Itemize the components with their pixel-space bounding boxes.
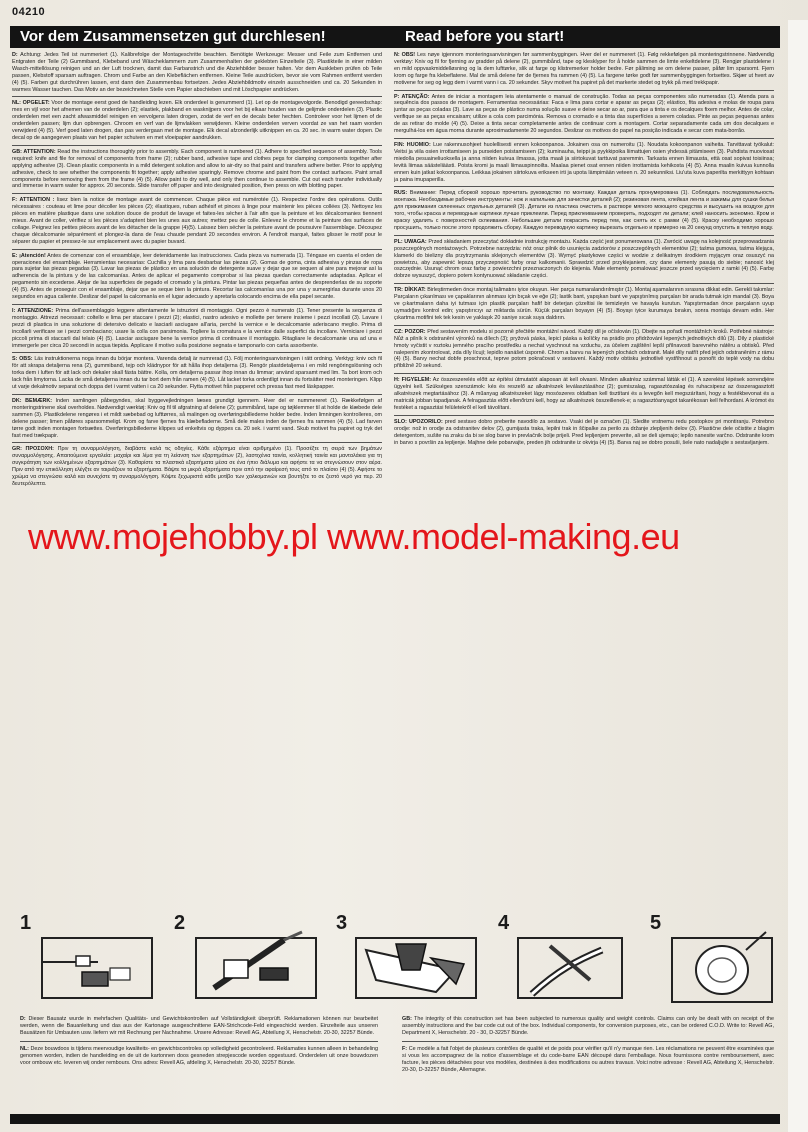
language-paragraph bbox=[12, 100, 382, 141]
language-code: I: ATTENZIONE: bbox=[12, 308, 54, 314]
language-code: NL: bbox=[20, 1046, 29, 1052]
bottom-right-notes bbox=[402, 1016, 774, 1112]
language-paragraph bbox=[12, 356, 382, 391]
knife-file-icon bbox=[174, 910, 324, 1010]
paragraph-text: Read the instructions thoroughly prior to assembly. Each component is numbered (1). Adhere to specified sequence of assembly. Tools required: knife and file for removal of components from frame (2); rubber band, adhesive tape and clothes pegs for clamping components together after applying adhesive (3). Clean plastic components in a mild detergent solution and allow to air-dry so that paint and transfers adhere better. Prior to applying adhesive, check to see whether the components fit together; apply adhesive sparingly. Remove chrome and paint from the contact surfaces. Paint small components before removing them from the frame (4) (5). Allow paint to dry well, and only then continue to assemble. Cut out each transfer individually and immerse in warm water for approx. 20 seconds. Slide transfer off paper and into designated position, then press on with blotting paper. bbox=[12, 148, 382, 190]
language-code: GR: ΠΡΟΣΟΧΗ: bbox=[12, 446, 54, 453]
language-code: D: bbox=[12, 52, 18, 58]
paragraph-text: Voor de montage eerst goed de handleiding lezen. Elk onderdeel is genummerd (1). Let op de montagevolgorde. Benodigd gereedschap: mes en vijl voor het afnemen van de onderdelen (2); elastiek, plakband en wasknijpers voor het bij elkaar houden van de gelijmde onderdelen (3). Plastic onderdelen met een zacht afwasmiddel reinigen en vervolgens laten drogen, zodat de verf en de decals beter hechten. Controleer voor het lijmen of de onderdelen passen; lijm dun opbrengen. Chroom en verf van de lijmvlakken verwijderen. Kleine onderdelen verven voordat ze van het raam worden verwijderd (4) (5). Verf goed laten drogen, dan pas verdergaan met de montage. Elk decal afzonderlijk uitknippen en ca. 20 sec. in warm water dopen. De decal op de aangegeven plaats van het papier schuiven en met vloeipapier aandrukken. bbox=[12, 100, 382, 141]
section-divider bbox=[12, 442, 382, 443]
language-paragraph bbox=[12, 253, 382, 301]
section-divider bbox=[394, 415, 774, 416]
step-number: 2 bbox=[174, 912, 186, 934]
document-number: 04210 bbox=[12, 6, 46, 18]
paragraph-text: Před sestavením modelu si pozorně přečtěte montážní návod. Každý díl je očíslován (1). Dbejte na pořadí montážních kroků. Potřebné nástroje: Nůž a pilník k odstranění výronků na dílech (3); pryžová páska, lepicí páska a kolíčky na prádlo pro přidržování lepených jednotlivých dílů (3). Díly z plastické hmoty vyčistit v roztoku jemného pracího prostředku a nechat vyschnout na vzduchu, za účelem zajištění lepší přilnavosti barevného nátěru a obtisků. Před nalepením zkontrolovat, zda díly lícují; lepidlo nanášet úsporně. Chrom a barvu na lepených plochách odstranit. Malé díly natřít před jejich odstraněním z rámu (4) (5). Barvy nechat dobře proschnout, teprve potom pokračovat v sestavení. Každý motiv obtisku jednotlivě vystřihnout a ponořit do teplé vody na dobu přibližně 20 sekund. bbox=[394, 328, 774, 370]
language-paragraph bbox=[394, 377, 774, 412]
language-paragraph bbox=[402, 1016, 774, 1037]
language-code: H: FIGYELEM: bbox=[394, 377, 432, 384]
section-divider bbox=[394, 186, 774, 187]
language-code: TR: DİKKAT: bbox=[394, 287, 426, 294]
language-code: S: OBS: bbox=[12, 356, 33, 363]
language-code: FIN: HUOMIO: bbox=[394, 141, 431, 148]
language-code: P: ATENÇÃO: bbox=[394, 93, 430, 100]
steps-illustrations bbox=[20, 910, 780, 1010]
language-paragraph bbox=[12, 308, 382, 349]
language-paragraph bbox=[394, 94, 774, 135]
language-code: N: OBS! bbox=[394, 52, 416, 58]
paragraph-text: Ce modèle a fait l'objet de plusieurs contrôles de qualité et de poids pour vérifier qu'il n'y manque rien. Les réclamations ne peuvent être examinées que si vous les accompagnez de la notice d'assemblage et du code-barre EAN découpé dans l'emballage. Nous fournissons contre remboursement, avec facture, les pièces détachées pour vos modèles, destinées à des modifications ou autres travaux. Voici notre adresse : Revell AG, Abteilung X, Henschelstr. 20-30, D-32257 Bünde, Allemagne. bbox=[402, 1046, 774, 1073]
footer-bar bbox=[10, 1114, 780, 1124]
language-paragraph bbox=[12, 149, 382, 190]
paragraph-text: Внимание: Перед сборкой хорошо прочитать руководство по монтажу. Каждая деталь пронумерована (1). Соблюдать последовательность монтажа. Необходимые рабочие инструменты: нож и напильник для зачистки деталей (2); резиновая лента, клейкая лента и зажимы для сушки белья для прижимания склеенных отдельных деталей (3). Детали из пластика очистить в растворе мягкого моющего средства и высушить на воздухе для того, чтобы краска и переводные картинки лучше приклеили. Перед приклеиванием проверить, подходят ли детали; клей наносить экономно. Кром и краску удалить с поверхностей склеивания. Небольшие детали покрасить перед тем, как снять их с рамки (4) (5). Краску необходимо хорошо просушить, только после этого продолжить сборку. Каждую переводную картинку вырезать отдельно и примерно на 20 секунд опустить в теплую воду. bbox=[394, 190, 774, 231]
step-4 bbox=[498, 910, 638, 1010]
language-paragraph bbox=[402, 1046, 774, 1074]
paragraph-text: Läs instruktionerna noga innan du börjar montera. Varenda detalj är numrerad (1). Följ monteringsanvisningen i rätt ordning. Verktyg: kniv och fil för att skrapa detaljerna rena (2), gummiband, tejp och klädnypor för att hålla ihop detaljerna (3). Rengör plastdetaljerna i en mild rengöringslösning och torka dem i luften för att lack och dekaler skall fästa bättre. Kolla, om detaljerna passar ihop innan du limmar; använd sparsamt med lim. Ta bort krom och lack från limytorna. Lacka de små detaljerna innan du tar bort dem från ramen (4) (5). Låt lacket torka ordentligt innan du fortsätter med monteringen. Klipp ut varje dekalmotiv separat och doppa det i varmt vatten i ca 20 sekunder. Flytta motivet från papperet och pressa fast med läskpapper. bbox=[12, 356, 382, 391]
language-code: CZ: POZOR: bbox=[394, 328, 426, 335]
paragraph-text: Antes de comenzar con el ensamblaje, leer detenidamente las instrucciones. Cada pieza va numerada (1). Téngase en cuenta el orden de operaciones del ensamblaje. Herramientas necesarias: Cuchilla y lima para desbarbar las piezas (2). Gomas de goma, cinta adhesiva y pinzas de ropa para sujetar las piezas pegadas (3). Lavar las piezas de plástico en una solución de detergente suave y dejar que se sequen al aire para mejorar así la adherencia de la pintura y de las calcomanías. Antes de aplicar el pegamento comprobar si las piezas quedan correctamente adaptadas. Aplicar el pegamento sin excederse. Alejar de las superficies de pegado el cromado y la pintura. Pintar las piezas pequeñas antes de desprenderlas de su soporte (4) (5). Antes de proseguir con el ensamblaje, dejar que se seque bien la pintura. Recortar las calcomanías una por una y sumergirlas durante unos 20 segundos en agua caliente. Deslizar del papel la calcomanía en el lugar adecuado y apretarla colocando encima de ella papel secante. bbox=[12, 252, 382, 301]
watermark: www.mojehobby.pl www.model-making.eu bbox=[28, 516, 680, 557]
paragraph-text: lisez bien la notice de montage avant de commencer. Chaque pièce est numérotée (1). Respectez l'ordre des opérations. Outils nécessaires : couteau et lime pour décoller les pièces (2); élastiques, ruban adhésif et pinces à linge pour maintenir les pièces collées (3). Nettoyez les pièces en matière plastique dans une solution douce de produit de lavage et faites-les sécher à l'air afin que la peinture et les décalcomanies tiennent mieux. Avant de coller, vérifiez si les pièces s'adaptent bien les unes aux autres; mettez peu de colle. Enlevez le chrome et la peinture des surfaces de collage. Peignez les petites pièces avant de les détacher de la grappe (4)(5). Laissez bien sécher la peinture avant de poursuivre l'assemblage. Découpez chaque décalcomanie séparément et plongez-la dans de l'eau chaude pendant 20 secondes environ. A l'endroit marqué, faites glisser le motif pour le séparer du papier et pressez-le sur emplacement avec du papier buvard. bbox=[12, 197, 382, 245]
paragraph-text: Lue rakennusohjeet huolellisesti ennen kokoonpanoa. Jokainen osa on numeroitu (1). Noudata kokoonpanon vaiheita. Tarvittavat työkalut: Veitsi ja viila osien irrottamiseen ja purseiden poistamiseen (2); kuminauha, teippi ja pyykkipoika liimattujen osien yhdessä pitämiseen (3). Puhdista muoviosat miedolla pesuaineliuoksella ja anna niiden kuivua ilmassa, jotta maali ja siirtokuvat tarttuvat paremmin. Tarkasta ennen liimausta, että osat sopivat toisiinsa; levitä liimaa säästeliäästi. Poista kromi ja maali liimauspinnoilta. Maalaa pienet osat ennen niiden irrottamista kehikosta (4) (5). Anna maalin kuivua kunnolla ennen kuin jatkat kokoonpanoa. Leikkaa jokainen siirtokuva erikseen irti ja upota lämpimään veteen n. 20 sekunniksi. Liu'uta kuva paperilta merkittyyn kohtaan ja paina imupaperilla. bbox=[394, 141, 774, 183]
language-paragraph bbox=[12, 398, 382, 439]
paragraph-text: Antes de iniciar a montagem leia atentamente o manual de construção. Todas as peças componentes são numeradas (1). Atenda para a sequência dos passos de montagem. Ferramentas necessárias: Faca e lima para cortar e aparar as peças (2); elástico, fita adesiva e molas de roupa para juntar as peças coladas (3). Lave as peças de plástico numa solução suave e deixe secar ao ar, para que a tinta e os decalques fixem melhor. Antes de colar, verifique se as peças encaixam; utilize a cola com parcimónia. Remova o cromado e a tinta das superfícies a serem coladas. Pinte as peças pequenas antes de as retirar do molde (4) (5). Deixe a tinta secar completamente antes de continuar com a montagem. Cortar separadamente cada um dos decalques e mergulhá-los em água morna durante aproximadamente 20 segundos. Deslizar os motivos do papel na posição indicada e secar com mata-borrão. bbox=[394, 93, 774, 135]
decal-water-icon bbox=[650, 910, 780, 1010]
paragraph-text: Przed składaniem przeczytać dokładnie instrukcję montażu. Każda część jest ponumerowana (1). Zwrócić uwagę na kolejność przeprowadzania poszczególnych montażowych. Potrzebne narzędzia: nóż oraz pilnik do usunięcia zadziorów z poszczególnych elementów (2); taśma gumowa, taśma klejąca, klamerki do bielizny dla przytrzymania sklejonych elementów (3). Wymyć plastykowe części w wodzie z delikatnym środkiem myjącym oraz osuszyć na powietrzu, aby zapewnić lepszą przyczepność farby oraz kalkomanii. Sprawdzić przed przyklejaniem, czy dane elementy pasują do siebie; nanosić klej oszczędnie. Usunąć chrom oraz farbę z powierzchni przeznaczonych do klejenia. Małe elementy pomalować jeszcze przed wycięciem z ramki (4) (5). Farbę dobrze wysuszyć, dopiero potem kontynuować składanie części. bbox=[394, 238, 774, 280]
language-paragraph bbox=[12, 197, 382, 245]
paragraph-text: Achtung: Jedes Teil ist nummeriert (1). Kalibrefolge der Montageschritte beachten. Benötigte Werkzeuge: Messer und Feile zum Entfernen und Entgraten der Teile (2) Gummiband, Klebeband und Wäscheklammern zum Zusammenhalten der geklebten Einzelteile (3). Plastikteile in einer milden Wasch-mittellösung reinigen und an der Luft trocknen, damit das Farbanstrich und die Abziehbilder besser halten. Vor dem Auskleben prüfen ob Teile passen, Klebstoff sparsam auftragen. Chrom und Farbe an den Klebeflächen entfernen. Kleine Teile ausdrücken, bevor sie vom Rahmen entfernt werden (4) (5). Farben gut durchrühren lassen, erst dann den Zusammenbau fortsetzen. Jedes Abziehbildmotiv einzeln ausschneiden und ca. 20 Sekunden in warmes Wasser tauchen. Das Motiv an der bezeichneten Stelle vom Papier abschieben und mit Löschpapier andrücken. bbox=[12, 52, 382, 93]
language-code: NL: OPGELET: bbox=[12, 100, 50, 107]
section-divider bbox=[394, 138, 774, 139]
language-code: F: ATTENTION : bbox=[12, 197, 55, 204]
header-right: Read before you start! bbox=[405, 28, 565, 45]
section-divider bbox=[402, 1041, 774, 1042]
section-divider bbox=[394, 325, 774, 326]
section-divider bbox=[12, 352, 382, 353]
language-code: DK: BEMÆRK: bbox=[12, 397, 53, 404]
language-code: GB: ATTENTION: bbox=[12, 148, 56, 155]
paragraph-text: Prima dell'assemblaggio leggere attentamente le istruzioni di montaggio. Ogni pezzo è numerato (1). Tener presente la sequenza di montaggio. Attrezzi necessari: coltello e lima per staccare i pezzi (2); elastici, nastro adesivo e mollette per tenere insieme i pezzi incollati (3). Lavare i pezzi di plastica in una soluzione di detersivo delicato e lasciarli asciugare all'aria, perché la vernice e le decalcomanie aderiscano meglio. Prima di incollarli verificare se i pezzi combaciano; usare la colla con parsimonia. Togliere la cromatura e la vernice dalle superfici da incollare. Verniciare i pezzi piccoli prima di staccarli dal telaio (4) (5). Lasciar asciugare bene la vernice prima di continuare il montaggio. Ritagliare le decalcomanie una ad una e immergerle per circa 20 secondi in acqua tiepida. Applicare il motivo sulla posizione segnata e tamponarlo con carta assorbente. bbox=[12, 308, 382, 349]
section-divider bbox=[20, 1041, 378, 1042]
section-divider bbox=[394, 90, 774, 91]
language-paragraph bbox=[20, 1016, 378, 1037]
language-paragraph bbox=[394, 52, 774, 87]
paragraph-text: Πριν τη συναρμολόγηση, διαβάστε καλά τις οδηγίες. Κάθε εξάρτημα είναι αριθμημένο (1). Προσέξτε τη σειρά των βημάτων συναρμολόγησης. Απαιτούμενα εργαλεία: μαχαίρι και λίμα για τη λείανση των εξαρτημάτων (2), λαστιχένια ταινία, κολλητική ταινία και μανταλάκια για τη συγκράτηση των κολλημένων εξαρτημάτων (3). Καθαρίστε τα πλαστικά εξαρτήματα μέσα σε ένα ήπιο διάλυμα και αφήστε τα να στεγνώσουν στον αέρα. Πριν από την επικόλληση ελέγξτε αν ταιριάζουν τα εξαρτήματα. Βάψτε τα μικρά εξαρτήματα πριν από την αφαίρεσή τους από το πλαίσιο (4) (5). Αφήστε το χρώμα να στεγνώσει καλά και συνεχίστε τη συναρμολόγηση. Κόψτε ξεχωριστά κάθε μοτίβο των χαλκομανιών και βουτήξτε το σε ζεστό νερό για περ. 20 δευτερόλεπτα. bbox=[12, 446, 382, 487]
language-paragraph bbox=[394, 419, 774, 447]
language-paragraph bbox=[394, 142, 774, 183]
language-code: F: bbox=[402, 1046, 408, 1052]
language-paragraph bbox=[394, 287, 774, 322]
language-paragraph bbox=[394, 329, 774, 370]
header-bar bbox=[10, 26, 780, 48]
paragraph-text: Az összeszerelés előtt az építési útmutatót alaposan át kell olvasni. Minden alkatrész számmal látták el (1). A szerelési lépések sorrendjére ügyelni kell. Szükséges szerszámok: kés és reszelő az alkatrészek leválasztásához (2); gumiszalag, ragasztószalag és ruhacsipesz az összeragasztott alkatrészek megtartásához (3). A műanyag alkatrészeket lágy mosószeres oldatban kell tisztítani és a levegőn kell megszárítani, hogy a festékbevonat és a matricák jobban tapadjanak. A felragasztás előtt ellenőrizni kell, hogy az alkatrészek összeillenek-e; a ragasztóanyagot takarékosan kell felhordani. A krómot és festéket a ragasztási felületekről el kell távolítani. bbox=[394, 377, 774, 411]
section-divider bbox=[12, 249, 382, 250]
paragraph-text: Deze bouwdoos is tijdens meervoudige kwaliteits- en gewichtscontroles op volledigheid gecontroleerd. Reklamaties kunnen alleen in behandeling genomen worden, indien de handleiding en de uit de kartonnen doos gesneden strepjescode worden opgestuurd. Onderdelen uit onze bouwdozen voor ombouw etc. leveren wij onder rembours. Ons adres: Revell AG, afdeling X, Henschelstr. 20-30, 32257 Bünde. bbox=[20, 1046, 378, 1066]
page-edge bbox=[788, 20, 808, 1132]
section-divider bbox=[394, 235, 774, 236]
language-paragraph bbox=[394, 190, 774, 231]
right-column bbox=[394, 52, 774, 517]
step-1 bbox=[20, 910, 160, 1010]
step-5 bbox=[650, 910, 790, 1010]
paragraph-text: Birleştirmeden önce montaj talimatını iyice okuyun. Her parça numaralandırılmıştır (1). Montaj aşamalarının sırasına dikkat edin. Gerekli takımlar: Parçaların çıkarılması ve çapaklarının alınması için bıçak ve eğe (2); lastik bant, yapışkan bant ve yapıştırılmış parçaları bir arada tutmak için mandal (3). Boya ve çıkartmaların daha iyi tutması için plastik parçaları hafif bir deterjan çözeltisi ile temizleyin ve havayla kurutun. Yapıştırmadan önce parçaların uyup uymadığını kontrol edin; yapıştırıcıyı az miktarda sürün. Küçük parçaları boyayın (4) (5). Boyayı iyice kurumaya bırakın, sonra montaja devam edin. Her çıkartma motifini tek tek kesin ve yaklaşık 20 saniye sıcak suya daldırın. bbox=[394, 287, 774, 321]
section-divider bbox=[12, 145, 382, 146]
clamp-icon bbox=[336, 910, 486, 1010]
section-divider bbox=[394, 373, 774, 374]
step-3 bbox=[336, 910, 476, 1010]
paragraph-text: pred sestavo dobro preberite navodilo za sestavo. Vsaki del je označen (1). Sledite vrstnemu redu postopkov pri montiranju. Potrebno orodje: nož in orodje za odstranitev delov (2), gumijasta traka, lepilni trak in ščipalke za perilo za držanje zlepljenih delov (3). Plastične dele očistite z blagim detergentom, sušite na zraku da bi se slog barve in prevlačnik bolje prijeli. Pred lepljenjem preverite, ali se deli ujemajo; lepilo nanesite varčno. Odstranite krom in barvo s površin za lepljenje. Majhne dele pobarvajte, preden jih odstranite iz okvirja (4) (5). Barva naj se dobro posuši, šele nato nadaljujte s sestavljanjem. bbox=[394, 418, 774, 446]
step-number: 4 bbox=[498, 912, 510, 934]
language-code: PL: UWAGA: bbox=[394, 238, 427, 245]
language-code: GB: bbox=[402, 1016, 412, 1022]
section-divider bbox=[12, 193, 382, 194]
left-column bbox=[12, 52, 382, 517]
language-paragraph bbox=[20, 1046, 378, 1067]
step-number: 5 bbox=[650, 912, 662, 934]
section-divider bbox=[12, 96, 382, 97]
language-code: D: bbox=[20, 1016, 26, 1022]
language-code: SLO: UPOZORILO: bbox=[394, 418, 443, 425]
paragraph-text: Inden samlingen påbegyndes, skal byggevejledningen læses grundigt igennem. Hver del er nummereret (1). Rækkefølgen af monteringstrinene skal overholdes. Nødvendigt værktøj: Kniv og fil til afgratning af delene (2); gummibånd, tape og tøjklemmer til at holde de klæbede dele sammen (3). Plastikdelene rengøres i et mildt sæbebad og lufttørres, så malingen og overføringsbillederne holder bedre. Inden limningen kontrolleres, om delene passer; limen påføres sparsommeligt. Krom og farve fjernes fra klæbefladerne. Små dele males inden de fjernes fra rammen (4) (5). Lad farven tørre godt inden montagen fortsættes. Overføringsbillederne klippes ud enkeltvis og dyppes ca. 20 sek. i varmt vand. Skub motivet fra papiret og tryk det fast med trækpapir. bbox=[12, 397, 382, 439]
numbered-part-icon bbox=[20, 910, 160, 1010]
step-number: 3 bbox=[336, 912, 348, 934]
bottom-left-notes bbox=[20, 1016, 378, 1112]
header-left: Vor dem Zusammensetzen gut durchlesen! bbox=[20, 28, 326, 45]
section-divider bbox=[12, 394, 382, 395]
language-paragraph bbox=[12, 52, 382, 93]
language-code: E: ¡Atención! bbox=[12, 252, 46, 259]
language-paragraph bbox=[12, 446, 382, 487]
paragraph-text: The integrity of this construction set has been subjected to numerous quality and weight controls. Claims can only be dealt with on receipt of the assembly instructions and the bar code cut out of the box. Individual components, for conversion purposes, etc., can be ordered C.O.D. Write to: Revell AG, Department X, Henschelstr. 20 - 30, D-32257 Bünde. bbox=[402, 1016, 774, 1036]
paragraph-text: Les nøye igjennom monteringsanvisningen før sammenbyggingen. Hver del er nummerert (1). Følg rekkefølgen på monteringstrinnene. Nødvendig verktøy: Kniv og fil for fjerning av gradder på delene (2), gummibånd, tape og klesklyper for å holde sammen de limte enkeltdelene (3). Rengjør plastdelene i en mild oppvaskmiddelløsning og la dem lufttørke, slik at farge og klistremerker holder bedre. Før påliming se om delene passer, påfør lim sparsomt. Fjern krom og farge fra klebeflatene. Mal de små delene før de fjernes fra rammen (4) (5). La fargene tørke godt før sammenbyggingen fortsettes. Skjær ut hvert av motivene for seg og legg dem i varmt vann i ca. 20 sekunder. Skyv motivet fra papiret på det markerte stedet og trykk på med trekkpapir. bbox=[394, 52, 774, 86]
section-divider bbox=[12, 304, 382, 305]
brush-paint-icon bbox=[498, 910, 638, 1010]
step-number: 1 bbox=[20, 912, 32, 934]
language-code: RUS: bbox=[394, 190, 408, 197]
section-divider bbox=[394, 283, 774, 284]
language-paragraph bbox=[394, 239, 774, 280]
step-2 bbox=[174, 910, 314, 1010]
paragraph-text: Dieser Bausatz wurde in mehrfachen Qualitäts- und Gewichtskontrollen auf Vollständigkeit überprüft. Reklamationen können nur bearbeitet werden, wenn die Bauanleitung und das aus der Kartonage ausgeschnittene EAN-Strichcode-Feld eingeschickt werden. Einzelteile aus unseren Bausätzen für Umbauten usw. liefern wir mit Rechnung per Nachnahme. Unsere Adresse: Revell AG, Abteilung X, Henschelstr. 20-30, 32257 Bünde. bbox=[20, 1016, 378, 1036]
